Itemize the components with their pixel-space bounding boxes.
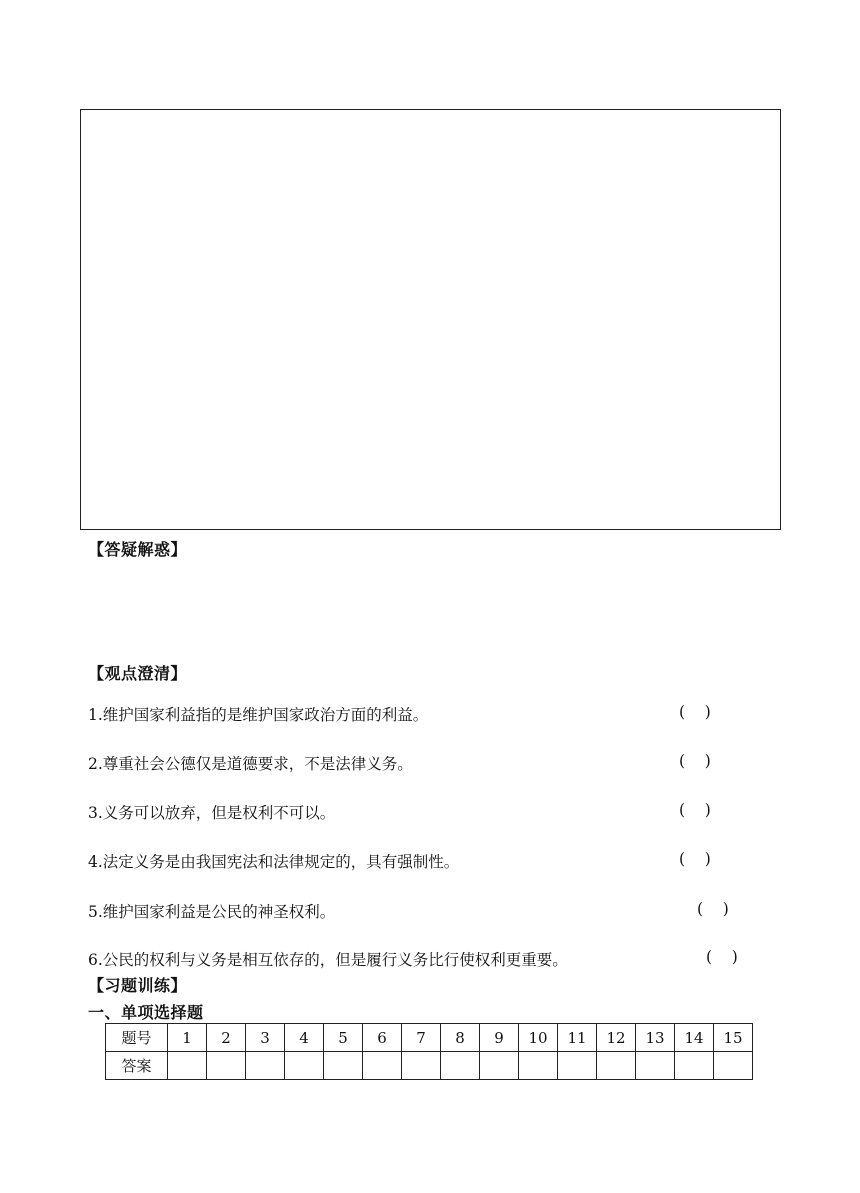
statement-1: 1.维护国家利益指的是维护国家政治方面的利益。: [88, 706, 429, 724]
question-number-row: [106, 1024, 753, 1052]
question-number: 6: [363, 1024, 402, 1052]
question-number: 14: [675, 1024, 714, 1052]
answer-cell[interactable]: [324, 1052, 363, 1080]
question-number-label: 题号: [106, 1024, 168, 1052]
question-number: 5: [324, 1024, 363, 1052]
statement-5: 5.维护国家利益是公民的神圣权利。: [88, 903, 336, 921]
answer-cell[interactable]: [519, 1052, 558, 1080]
answer-cell[interactable]: [168, 1052, 207, 1080]
statement-5-bracket: ( ): [697, 900, 729, 918]
question-number: 4: [285, 1024, 324, 1052]
answer-cell[interactable]: [402, 1052, 441, 1080]
statement-3: 3.义务可以放弃，但是权利不可以。: [88, 804, 336, 822]
answer-cell[interactable]: [285, 1052, 324, 1080]
blank-answer-box: [80, 109, 781, 530]
answer-row: [106, 1052, 753, 1080]
practice-heading: 【习题训练】: [88, 976, 188, 995]
answer-cell[interactable]: [246, 1052, 285, 1080]
qa-heading: 【答疑解惑】: [88, 540, 188, 559]
statement-2: 2.尊重社会公德仅是道德要求，不是法律义务。: [88, 755, 413, 773]
statement-1-bracket: ( ): [679, 703, 711, 721]
question-number: 8: [441, 1024, 480, 1052]
answer-cell[interactable]: [675, 1052, 714, 1080]
answer-cell[interactable]: [441, 1052, 480, 1080]
statement-6: 6.公民的权利与义务是相互依存的，但是履行义务比行使权利更重要。: [88, 951, 568, 969]
single-choice-heading: 一、单项选择题: [88, 1003, 204, 1022]
question-number: 3: [246, 1024, 285, 1052]
answer-table: [105, 1023, 753, 1080]
statement-4-bracket: ( ): [679, 850, 711, 868]
statement-3-bracket: ( ): [679, 801, 711, 819]
question-number: 11: [558, 1024, 597, 1052]
answer-cell[interactable]: [714, 1052, 753, 1080]
question-number: 12: [597, 1024, 636, 1052]
viewpoint-heading: 【观点澄清】: [88, 664, 188, 683]
question-number: 13: [636, 1024, 675, 1052]
answer-cell[interactable]: [207, 1052, 246, 1080]
answer-label: 答案: [106, 1052, 168, 1080]
answer-cell[interactable]: [363, 1052, 402, 1080]
answer-cell[interactable]: [558, 1052, 597, 1080]
question-number: 10: [519, 1024, 558, 1052]
answer-cell[interactable]: [636, 1052, 675, 1080]
question-number: 2: [207, 1024, 246, 1052]
question-number: 9: [480, 1024, 519, 1052]
question-number: 15: [714, 1024, 753, 1052]
statement-6-bracket: ( ): [706, 948, 738, 966]
answer-cell[interactable]: [597, 1052, 636, 1080]
statement-4: 4.法定义务是由我国宪法和法律规定的，具有强制性。: [88, 853, 460, 871]
question-number: 1: [168, 1024, 207, 1052]
question-number: 7: [402, 1024, 441, 1052]
statement-2-bracket: ( ): [679, 752, 711, 770]
answer-cell[interactable]: [480, 1052, 519, 1080]
